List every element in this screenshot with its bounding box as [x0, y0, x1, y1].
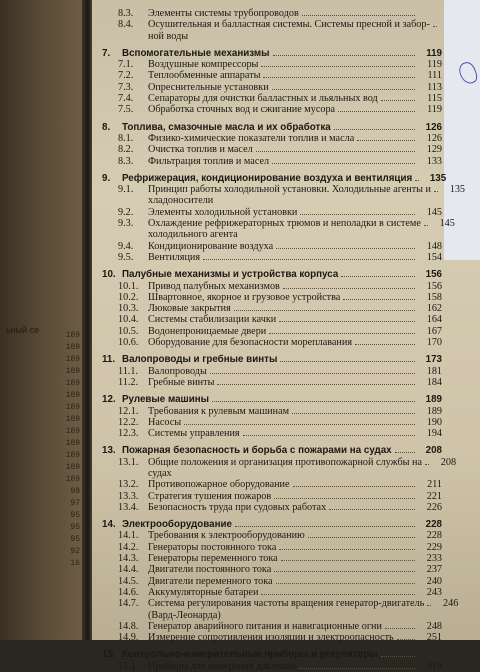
toc-page-number: 129 [426, 144, 442, 156]
toc-leader-dots [276, 583, 415, 584]
toc-number: 13. [102, 445, 116, 457]
toc-leader-dots [434, 191, 438, 192]
toc-entry-continuation: судах [148, 467, 172, 479]
toc-title: Рефрижерация, кондиционирование воздуха и вентиляция [122, 172, 413, 184]
left-page [0, 0, 82, 640]
toc-title: Генератор аварийного питания и навигационные огни [148, 620, 382, 632]
toc-title: Рулевые машины [122, 394, 209, 406]
toc-title: Системы стабилизации качки [148, 314, 277, 326]
toc-title: Генераторы постоянного тока [148, 541, 277, 553]
toc-leader-dots [273, 55, 415, 56]
toc-number: 8.2. [118, 144, 134, 156]
toc-page-number: 184 [426, 376, 442, 388]
toc-page-number: 145 [426, 206, 442, 218]
toc-number: 10.1. [118, 280, 139, 292]
toc-title: Воздушные компрессоры [148, 59, 259, 71]
toc-entry [102, 144, 442, 155]
toc-entry [102, 82, 442, 93]
toc-number: 10.3. [118, 303, 139, 315]
toc-title: Вспомогательные механизмы [122, 47, 270, 59]
toc-number: 14.2. [118, 541, 139, 553]
toc-page-number: 194 [426, 428, 442, 440]
toc-entry [102, 406, 442, 417]
toc-page-number: 162 [426, 303, 442, 315]
left-page-numbers [40, 330, 80, 570]
toc-title: Оборудование для безопасности мореплавания [148, 337, 353, 349]
toc-title: Измерение сопротивления изоляции и электроопасность [148, 632, 394, 644]
toc-entry [102, 337, 442, 348]
left-page-number: 189 [65, 343, 80, 352]
toc-page-number: 233 [426, 553, 442, 565]
toc-title: Теплообменные аппараты [148, 70, 261, 82]
toc-title: Водонепроницаемые двери [148, 325, 267, 337]
toc-page-number: 158 [426, 291, 442, 303]
toc-leader-dots [234, 310, 415, 311]
toc-entry [102, 19, 442, 30]
toc-number: 14.3. [118, 553, 139, 565]
toc-number: 15.1. [118, 660, 139, 672]
toc-number: 7. [102, 47, 111, 59]
toc-leader-dots [217, 384, 415, 385]
toc-entry-continuation: хладоносители [148, 195, 214, 207]
toc-number: 7.2. [118, 70, 134, 82]
toc-page-number: 319 [426, 660, 442, 672]
toc-leader-dots [280, 361, 415, 362]
toc-page-number: 248 [426, 620, 442, 632]
toc-leader-dots [343, 299, 415, 300]
toc-leader-dots [425, 464, 429, 465]
toc-leader-dots [341, 276, 415, 277]
toc-entry [102, 93, 442, 104]
toc-entry [102, 564, 442, 575]
toc-page-number: 173 [425, 354, 442, 366]
toc-page-number: 119 [426, 47, 442, 59]
toc-page-number: 156 [426, 280, 442, 292]
toc-page-number: 221 [426, 490, 442, 502]
toc-page-number: 119 [427, 59, 442, 71]
toc-entry [102, 156, 442, 167]
toc-entry [102, 479, 442, 490]
toc-number: 8.3. [118, 8, 134, 19]
toc-entry-continuation: (Вард-Леонарда) [148, 609, 221, 621]
pen-mark [457, 60, 480, 86]
toc-title: Палубные механизмы и устройства корпуса [122, 269, 339, 281]
toc-entry-continuation: холодильного агента [148, 229, 238, 241]
left-page-fragment: ьный се [6, 325, 40, 335]
toc-title: Привод палубных механизмов [148, 280, 280, 292]
toc-leader-dots [235, 526, 415, 527]
left-page-number: 189 [65, 451, 80, 460]
toc-number: 10. [102, 269, 116, 281]
toc-entry [102, 366, 442, 377]
toc-page-number: 181 [426, 365, 442, 377]
toc-title: Физико-химические показатели топлив и масла [148, 132, 355, 144]
left-page-number: 189 [65, 355, 80, 364]
left-page-number: 97 [70, 499, 80, 508]
left-page-number: 189 [65, 475, 80, 484]
toc-title: Обработка сточных вод и сжигание мусора [148, 104, 336, 116]
toc-leader-dots [302, 15, 415, 16]
left-page-number: 189 [65, 403, 80, 412]
toc-entry [102, 252, 442, 263]
left-page-number: 189 [65, 439, 80, 448]
toc-entry [102, 207, 442, 218]
toc-number: 10.5. [118, 325, 139, 337]
toc-page-number: 208 [425, 445, 442, 457]
toc-number: 12.3. [118, 428, 139, 440]
toc-chapter [102, 394, 442, 405]
toc-leader-dots [261, 66, 415, 67]
toc-title: Контрольно-измерительные приборы и регуляторы [122, 649, 378, 661]
toc-entry [102, 632, 442, 643]
toc-leader-dots [210, 373, 415, 374]
toc-number: 10.4. [118, 314, 139, 326]
toc-number: 13.4. [118, 501, 139, 513]
toc-entry [102, 456, 457, 468]
left-page-number: 189 [65, 367, 80, 376]
toc-leader-dots [283, 288, 415, 289]
toc-page-number: 135 [429, 172, 447, 184]
toc-number: 9. [102, 172, 111, 184]
toc-leader-dots [274, 571, 415, 572]
toc-title: Валопроводы и гребные винты [122, 354, 278, 366]
toc-leader-dots [293, 486, 415, 487]
toc-leader-dots [338, 111, 415, 112]
toc-leader-dots [272, 89, 415, 90]
toc-title: Аккумуляторные батареи [148, 586, 259, 598]
toc-page-number: 237 [426, 564, 442, 576]
toc-number: 7.5. [118, 104, 134, 116]
toc-title: Общие положения и организация противопожарной службы на [148, 456, 423, 468]
toc-title: Элементы системы трубопроводов [148, 8, 299, 19]
left-page-number: 16 [70, 559, 80, 568]
toc-leader-dots [292, 413, 415, 414]
toc-number: 14.6. [118, 586, 139, 598]
toc-number: 14.5. [118, 575, 139, 587]
toc-page-number: 226 [426, 501, 442, 513]
toc-page-number: 170 [426, 337, 442, 349]
toc-page-number: 115 [427, 93, 442, 105]
toc-title: Топлива, смазочные масла и их обработка [122, 121, 331, 133]
toc-chapter [102, 649, 442, 660]
toc-title: Безопасность труда при судовых работах [148, 501, 327, 513]
toc-entry [102, 428, 442, 439]
toc-page-number: 126 [426, 132, 442, 144]
left-page-number: 189 [65, 331, 80, 340]
toc-number: 8. [102, 121, 111, 133]
toc-number: 14.8. [118, 620, 139, 632]
left-page-number: 98 [70, 487, 80, 496]
toc-number: 12.1. [118, 405, 139, 417]
toc-entry [102, 576, 442, 587]
toc-title: Вентиляция [148, 251, 201, 263]
toc-leader-dots [203, 259, 415, 260]
toc-leader-dots [424, 225, 428, 226]
toc-leader-dots [433, 26, 437, 27]
toc-number: 7.3. [118, 81, 134, 93]
toc-page-number: 156 [425, 269, 442, 281]
toc-page-number: 189 [425, 394, 442, 406]
book-gutter [82, 0, 92, 640]
toc-page-number: 228 [425, 519, 442, 531]
toc-page-number: 243 [426, 586, 442, 598]
toc-chapter [102, 354, 442, 365]
toc-leader-dots [279, 321, 415, 322]
toc-entry [102, 104, 442, 115]
toc-leader-dots [329, 509, 415, 510]
toc-number: 14.9. [118, 632, 139, 644]
toc-leader-dots [269, 333, 415, 334]
toc-page-number: 246 [443, 598, 459, 610]
toc-title: Системы управления [148, 428, 240, 440]
toc-title: Требования к рулевым машинам [148, 405, 290, 417]
toc-entry [102, 303, 442, 314]
toc-number: 9.5. [118, 251, 134, 263]
toc-entry [102, 70, 442, 81]
toc-entry [102, 530, 442, 541]
toc-chapter [102, 122, 442, 133]
toc-number: 11.1. [118, 365, 138, 377]
left-page-number: 189 [65, 463, 80, 472]
toc-page-number: 133 [426, 155, 442, 167]
toc-chapter [102, 445, 442, 456]
toc-entry-continuation: ной воды [148, 30, 189, 42]
toc-entry [102, 133, 442, 144]
toc-number: 10.2. [118, 291, 139, 303]
toc-number: 12.2. [118, 416, 139, 428]
toc-page-number: 251 [426, 632, 442, 644]
toc-number: 10.6. [118, 337, 139, 349]
toc-page-number: 229 [426, 541, 442, 553]
toc-page-number: 126 [425, 121, 442, 133]
toc-title: Опреснительные установки [148, 81, 269, 93]
toc-title: Насосы [148, 416, 182, 428]
toc-leader-dots [261, 594, 415, 595]
toc-leader-dots [381, 656, 415, 657]
toc-leader-dots [276, 248, 415, 249]
toc-number: 7.1. [118, 59, 134, 71]
toc-number: 14.4. [118, 564, 139, 576]
toc-title: Генераторы переменного тока [148, 553, 278, 565]
toc-entry [102, 8, 442, 19]
toc-page-number: 164 [426, 314, 442, 326]
toc-leader-dots [385, 628, 415, 629]
left-page-number: 92 [70, 547, 80, 556]
left-page-number: 189 [65, 379, 80, 388]
toc-entry [102, 377, 442, 388]
toc-title: Гребные винты [148, 376, 215, 388]
toc-entry [102, 292, 442, 303]
toc-number: 14.1. [118, 530, 139, 542]
toc-number: 9.4. [118, 240, 134, 252]
toc-leader-dots [272, 163, 415, 164]
toc-leader-dots [274, 498, 415, 499]
toc-entry [102, 218, 455, 230]
toc-title: Кондиционирование воздуха [148, 240, 274, 252]
toc-entry [102, 281, 442, 292]
toc-entry [102, 587, 442, 598]
toc-number: 13.1. [118, 456, 139, 468]
toc-page-number: 228 [426, 530, 442, 542]
toc-title: Стратегия тушения пожаров [148, 490, 272, 502]
toc-leader-dots [427, 605, 431, 606]
toc-page-number: 145 [439, 218, 455, 230]
toc-entry [102, 621, 442, 632]
toc-page-number: 211 [427, 479, 442, 491]
toc-leader-dots [263, 77, 415, 78]
toc-entry [102, 241, 442, 252]
toc-page-number: 148 [426, 240, 442, 252]
table-of-contents [102, 8, 466, 672]
toc-title: Пожарная безопасность и борьба с пожарами на судах [122, 445, 392, 457]
toc-page-number: 189 [426, 405, 442, 417]
toc-entry [102, 661, 442, 672]
toc-title: Осушительная и балластная системы. Системы пресной и забор- [148, 19, 430, 31]
toc-title: Требования к электрооборудованию [148, 530, 305, 542]
toc-leader-dots [415, 180, 419, 181]
toc-entry [102, 598, 459, 610]
toc-entry [102, 542, 442, 553]
toc-page-number: 113 [427, 81, 442, 93]
toc-number: 9.3. [118, 218, 134, 230]
toc-entry [102, 326, 442, 337]
left-page-number: 189 [65, 427, 80, 436]
toc-leader-dots [395, 452, 415, 453]
toc-title: Электрооборудование [122, 519, 232, 531]
toc-title: Охлаждение рефрижераторных трюмов и неполадки в системе [148, 218, 421, 230]
left-page-number: 95 [70, 523, 80, 532]
toc-title: Сепараторы для очистки балластных и льяльных вод [148, 93, 378, 105]
toc-number: 12. [102, 394, 116, 406]
toc-leader-dots [184, 424, 415, 425]
toc-title: Валопроводы [148, 365, 207, 377]
toc-leader-dots [355, 344, 415, 345]
toc-number: 8.1. [118, 132, 134, 144]
right-page [92, 0, 480, 672]
toc-title: Двигатели переменного тока [148, 575, 273, 587]
toc-entry [102, 59, 442, 70]
toc-leader-dots [357, 140, 415, 141]
toc-title: Люковые закрытия [148, 303, 231, 315]
toc-title: Принцип работы холодильной установки. Холодильные агенты и [148, 184, 432, 196]
toc-leader-dots [243, 435, 415, 436]
toc-entry [102, 553, 442, 564]
toc-leader-dots [397, 639, 415, 640]
toc-page-number: 190 [426, 416, 442, 428]
left-page-number: 189 [65, 391, 80, 400]
toc-title: Система регулирования частоты вращения генератор-двигатель [148, 598, 425, 610]
left-page-number: 189 [65, 415, 80, 424]
toc-number: 9.1. [118, 184, 134, 196]
toc-title: Противопожарное оборудование [148, 479, 290, 491]
toc-entry [102, 314, 442, 325]
toc-page-number: 167 [426, 325, 442, 337]
toc-leader-dots [334, 129, 415, 130]
toc-page-number: 135 [449, 184, 466, 196]
toc-leader-dots [381, 100, 415, 101]
toc-page-number: 119 [427, 104, 442, 116]
toc-number: 9.2. [118, 206, 134, 218]
toc-entry [102, 491, 442, 502]
left-page-number: 95 [70, 535, 80, 544]
toc-number: 7.4. [118, 93, 134, 105]
toc-page-number: 240 [426, 575, 442, 587]
toc-leader-dots [256, 151, 415, 152]
toc-leader-dots [279, 549, 415, 550]
toc-leader-dots [308, 537, 415, 538]
toc-leader-dots [300, 214, 415, 215]
toc-number: 14.7. [118, 598, 139, 610]
toc-leader-dots [212, 401, 415, 402]
toc-chapter [102, 519, 442, 530]
toc-entry [102, 417, 442, 428]
toc-chapter [102, 269, 442, 280]
toc-entry [102, 184, 466, 196]
toc-number: 8.3. [118, 155, 134, 167]
toc-leader-dots [281, 560, 415, 561]
toc-number: 8.4. [118, 19, 134, 31]
toc-title: Приборы для измерения давления [148, 660, 296, 672]
toc-number: 11. [102, 354, 116, 366]
toc-chapter [102, 48, 442, 59]
toc-title: Двигатели постоянного тока [148, 564, 272, 576]
toc-title: Швартовное, якорное и грузовое устройства [148, 291, 341, 303]
toc-number: 11.2. [118, 376, 138, 388]
toc-number: 14. [102, 519, 116, 531]
toc-number: 15. [102, 649, 116, 661]
toc-title: Элементы холодильной установки [148, 206, 298, 218]
toc-leader-dots [299, 668, 415, 669]
toc-entry [102, 502, 442, 513]
toc-page-number: 111 [427, 70, 442, 82]
toc-chapter [102, 172, 447, 184]
toc-number: 13.3. [118, 490, 139, 502]
left-page-number: 95 [70, 511, 80, 520]
toc-page-number: 208 [440, 456, 457, 468]
toc-number: 13.2. [118, 479, 139, 491]
toc-page-number: 154 [426, 251, 442, 263]
toc-title: Очистка топлив и масел [148, 144, 253, 156]
toc-title: Фильтрация топлив и масел [148, 155, 270, 167]
